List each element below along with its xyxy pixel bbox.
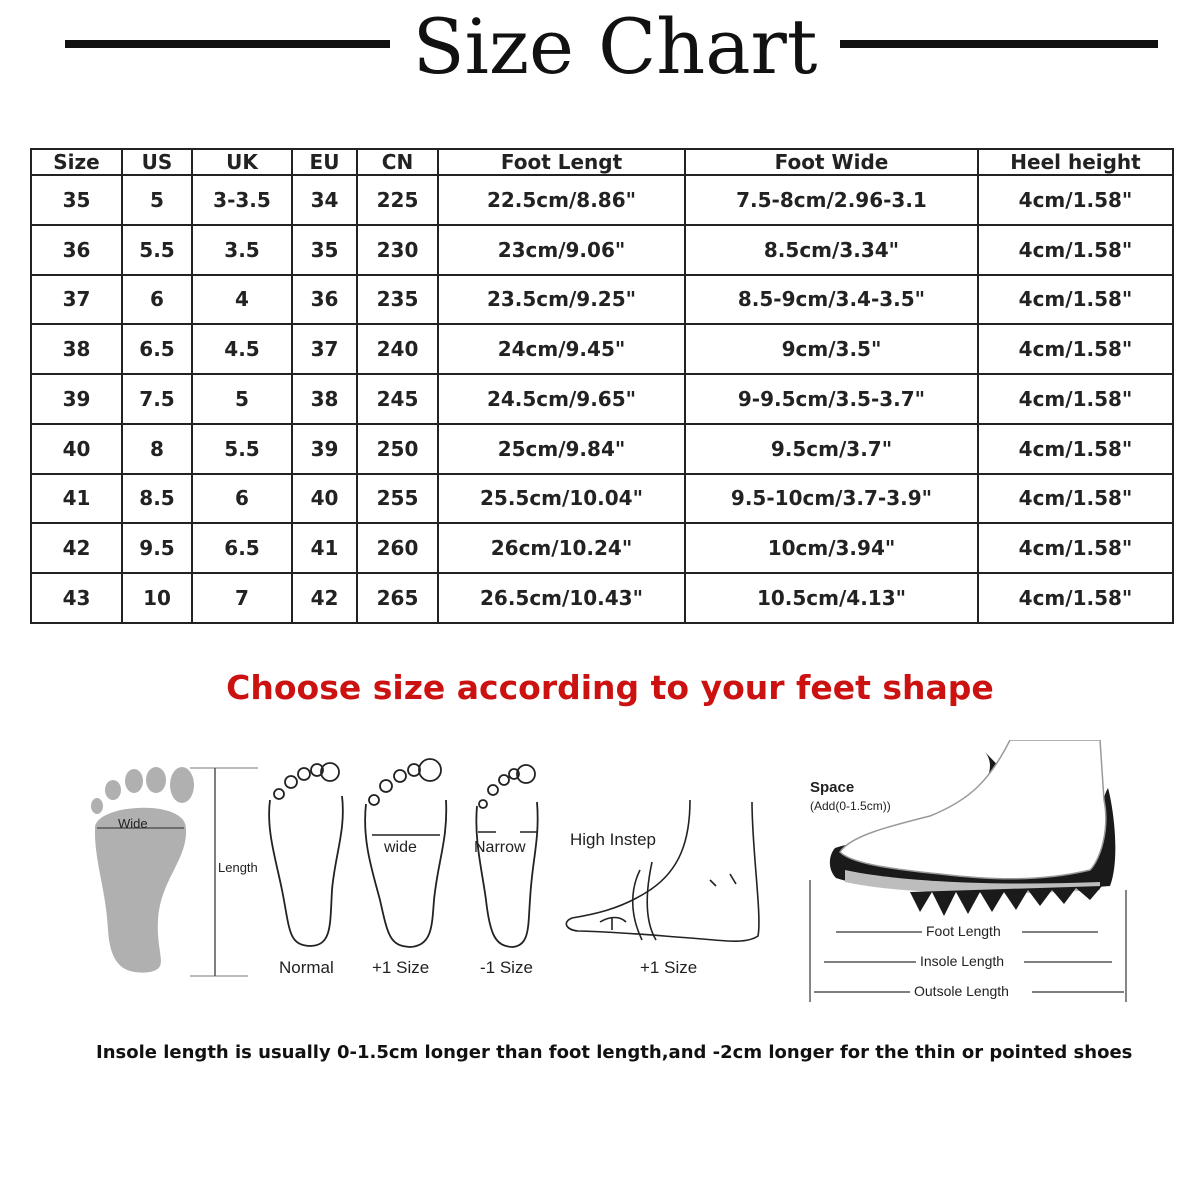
table-row <box>31 474 1173 524</box>
table-cell: 23cm/9.06" <box>438 225 685 275</box>
table-cell: 4.5 <box>192 324 292 374</box>
table-cell: 8.5cm/3.34" <box>685 225 978 275</box>
table-cell: 225 <box>357 175 438 225</box>
space-sub-label: (Add(0-1.5cm)) <box>810 799 891 813</box>
table-cell: 25cm/9.84" <box>438 424 685 474</box>
footnote: Insole length is usually 0-1.5cm longer than foot length,and -2cm longer for the thin or pointed shoes <box>96 1042 1133 1063</box>
wide-size-label: +1 Size <box>372 958 430 977</box>
table-cell: 40 <box>292 474 357 524</box>
table-cell: 8.5-9cm/3.4-3.5" <box>685 275 978 325</box>
table-cell: 9.5-10cm/3.7-3.9" <box>685 474 978 524</box>
foot-length-label: Foot Length <box>926 923 1001 939</box>
wide-foot-diagram <box>365 759 446 977</box>
table-cell: 4cm/1.58" <box>978 573 1173 623</box>
table-cell: 39 <box>31 374 122 424</box>
table-cell: 6.5 <box>192 523 292 573</box>
table-cell: 5 <box>192 374 292 424</box>
table-cell: 9.5cm/3.7" <box>685 424 978 474</box>
table-cell: 22.5cm/8.86" <box>438 175 685 225</box>
table-cell: 35 <box>292 225 357 275</box>
table-cell: 37 <box>31 275 122 325</box>
table-cell: 41 <box>31 474 122 524</box>
table-cell: 42 <box>292 573 357 623</box>
table-cell: 7.5 <box>122 374 192 424</box>
table-cell: 265 <box>357 573 438 623</box>
table-cell: 255 <box>357 474 438 524</box>
table-cell: 40 <box>31 424 122 474</box>
table-cell: 8 <box>122 424 192 474</box>
table-cell: 260 <box>357 523 438 573</box>
high-instep-diagram <box>566 800 759 977</box>
column-header: EU <box>292 149 357 175</box>
table-cell: 3.5 <box>192 225 292 275</box>
table-cell: 42 <box>31 523 122 573</box>
table-cell: 24cm/9.45" <box>438 324 685 374</box>
insole-length-label: Insole Length <box>920 953 1005 969</box>
table-cell: 24.5cm/9.65" <box>438 374 685 424</box>
table-cell: 26.5cm/10.43" <box>438 573 685 623</box>
narrow-label: Narrow <box>474 839 526 856</box>
column-header: Foot Wide <box>685 149 978 175</box>
table-cell: 250 <box>357 424 438 474</box>
column-header: CN <box>357 149 438 175</box>
table-row <box>31 225 1173 275</box>
table-cell: 41 <box>292 523 357 573</box>
table-row <box>31 523 1173 573</box>
table-cell: 5.5 <box>122 225 192 275</box>
table-cell: 37 <box>292 324 357 374</box>
wide-foot-label: wide <box>384 839 417 856</box>
table-cell: 4cm/1.58" <box>978 374 1173 424</box>
table-cell: 240 <box>357 324 438 374</box>
table-header-row <box>31 149 1173 175</box>
table-cell: 34 <box>292 175 357 225</box>
table-cell: 4cm/1.58" <box>978 225 1173 275</box>
outsole-length-label: Outsole Length <box>914 983 1009 999</box>
feet-shape-headline: Choose size according to your feet shape <box>226 668 994 707</box>
title-rule-left <box>65 40 390 48</box>
table-cell: 10 <box>122 573 192 623</box>
high-instep-size-label: +1 Size <box>640 958 698 977</box>
feet-illustrations <box>0 740 1200 1030</box>
table-cell: 25.5cm/10.04" <box>438 474 685 524</box>
table-cell: 23.5cm/9.25" <box>438 275 685 325</box>
column-header: UK <box>192 149 292 175</box>
table-cell: 4 <box>192 275 292 325</box>
table-cell: 6.5 <box>122 324 192 374</box>
title-rule-right <box>840 40 1158 48</box>
table-row <box>31 324 1173 374</box>
table-cell: 9.5 <box>122 523 192 573</box>
table-cell: 7 <box>192 573 292 623</box>
table-cell: 39 <box>292 424 357 474</box>
table-cell: 230 <box>357 225 438 275</box>
table-cell: 245 <box>357 374 438 424</box>
shoe-cross-section-diagram <box>810 740 1126 1002</box>
table-cell: 4cm/1.58" <box>978 324 1173 374</box>
title-bar <box>0 0 1200 120</box>
table-cell: 26cm/10.24" <box>438 523 685 573</box>
table-cell: 38 <box>31 324 122 374</box>
table-cell: 36 <box>31 225 122 275</box>
table-cell: 38 <box>292 374 357 424</box>
table-cell: 5.5 <box>192 424 292 474</box>
narrow-size-label: -1 Size <box>480 958 533 977</box>
table-cell: 235 <box>357 275 438 325</box>
table-cell: 4cm/1.58" <box>978 275 1173 325</box>
column-header: Heel height <box>978 149 1173 175</box>
column-header: Foot Lengt <box>438 149 685 175</box>
table-cell: 6 <box>122 275 192 325</box>
wide-label: Wide <box>118 816 148 831</box>
table-cell: 4cm/1.58" <box>978 424 1173 474</box>
table-cell: 35 <box>31 175 122 225</box>
table-row <box>31 275 1173 325</box>
table-cell: 43 <box>31 573 122 623</box>
table-cell: 10cm/3.94" <box>685 523 978 573</box>
normal-label: Normal <box>279 958 334 977</box>
table-row <box>31 374 1173 424</box>
table-cell: 4cm/1.58" <box>978 175 1173 225</box>
normal-foot-diagram <box>269 763 343 977</box>
narrow-foot-diagram <box>474 765 538 977</box>
table-cell: 8.5 <box>122 474 192 524</box>
table-cell: 3-3.5 <box>192 175 292 225</box>
space-label: Space <box>810 779 855 796</box>
table-body <box>31 175 1173 623</box>
column-header: Size <box>31 149 122 175</box>
footprint-diagram <box>91 767 258 976</box>
table-cell: 7.5-8cm/2.96-3.1 <box>685 175 978 225</box>
table-cell: 36 <box>292 275 357 325</box>
size-table <box>30 148 1174 624</box>
table-row <box>31 573 1173 623</box>
table-cell: 9-9.5cm/3.5-3.7" <box>685 374 978 424</box>
page-title: Size Chart <box>412 2 818 91</box>
table-cell: 10.5cm/4.13" <box>685 573 978 623</box>
table-cell: 4cm/1.58" <box>978 474 1173 524</box>
high-instep-label: High Instep <box>570 830 656 849</box>
column-header: US <box>122 149 192 175</box>
table-row <box>31 175 1173 225</box>
table-cell: 6 <box>192 474 292 524</box>
table-cell: 5 <box>122 175 192 225</box>
table-row <box>31 424 1173 474</box>
length-label: Length <box>218 860 258 875</box>
table-cell: 9cm/3.5" <box>685 324 978 374</box>
table-cell: 4cm/1.58" <box>978 523 1173 573</box>
